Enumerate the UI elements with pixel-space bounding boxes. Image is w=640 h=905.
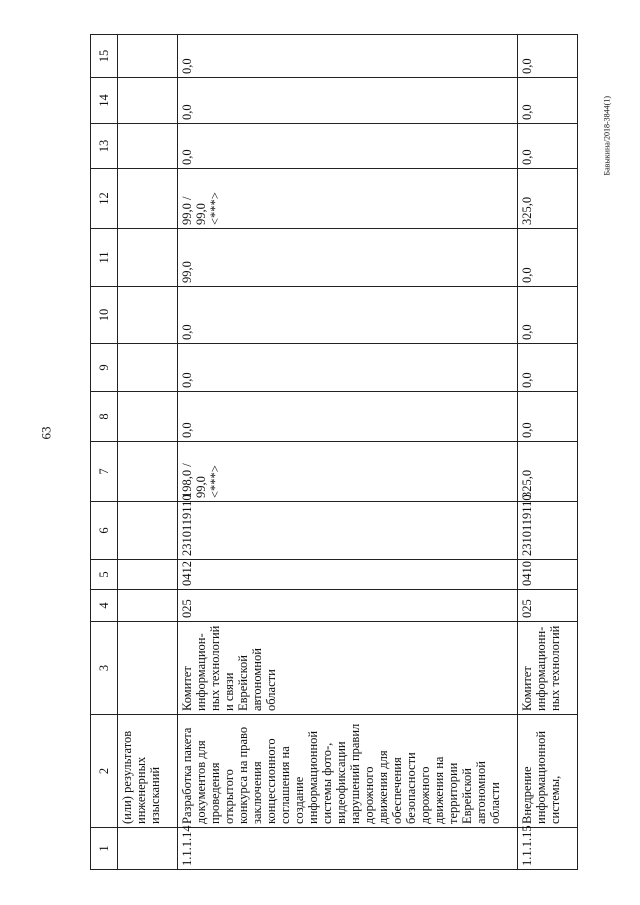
cell-rzpr: 0410 xyxy=(518,560,578,590)
col-header-13: 13 xyxy=(91,124,118,169)
col-header-2: 2 xyxy=(91,715,118,828)
cell-y15: 0,0 xyxy=(178,35,518,78)
cell-y12: 99,0 / 99,0 <***> xyxy=(178,169,518,229)
cell-y11: 0,0 xyxy=(518,229,578,287)
cell-event-name: (или) результатов инженерных изысканий xyxy=(118,715,178,828)
col-header-11: 11 xyxy=(91,229,118,287)
cell-y14: 0,0 xyxy=(518,78,578,124)
cell-executor: Комитет информационн-ных технологий xyxy=(518,622,578,715)
cell-y15 xyxy=(118,35,178,78)
col-header-3: 3 xyxy=(91,622,118,715)
cell-csr xyxy=(118,502,178,560)
cell-total xyxy=(118,442,178,502)
cell-csr: 2310119110 xyxy=(178,502,518,560)
cell-y10: 0,0 xyxy=(178,287,518,344)
col-header-6: 6 xyxy=(91,502,118,560)
col-header-5: 5 xyxy=(91,560,118,590)
cell-y8: 0,0 xyxy=(178,392,518,442)
col-header-7: 7 xyxy=(91,442,118,502)
col-header-8: 8 xyxy=(91,392,118,442)
cell-number xyxy=(118,828,178,870)
cell-y10: 0,0 xyxy=(518,287,578,344)
cell-y9 xyxy=(118,344,178,392)
col-header-10: 10 xyxy=(91,287,118,344)
cell-y13: 0,0 xyxy=(178,124,518,169)
cell-number: 1.1.1.14 xyxy=(178,828,518,870)
cell-y14: 0,0 xyxy=(178,78,518,124)
cell-grbs: 025 xyxy=(178,590,518,622)
page-number: 63 xyxy=(38,426,54,440)
col-header-12: 12 xyxy=(91,169,118,229)
cell-total: 198,0 / 99,0 <***> xyxy=(178,442,518,502)
col-header-4: 4 xyxy=(91,590,118,622)
cell-y15: 0,0 xyxy=(518,35,578,78)
cell-executor xyxy=(118,622,178,715)
table-row xyxy=(518,35,578,870)
cell-total: 325,0 xyxy=(518,442,578,502)
cell-rzpr: 0412 xyxy=(178,560,518,590)
cell-y14 xyxy=(118,78,178,124)
footer-code: Бавыкина/2018-3844(1) xyxy=(602,95,612,176)
table-row xyxy=(178,35,518,870)
rotated-table-container xyxy=(90,35,590,870)
table-header-row xyxy=(91,35,118,870)
cell-event-name: Разработка пакета документов для проведения открытого конкурса на право заключения концессионного соглашения на создание информационной системы фото-, видеофиксации нарушений правил дорожного движения для обеспечения безопасности дорожного движения на территории Еврейской автономной области xyxy=(178,715,518,828)
cell-executor: Комитет информацион-ных технологий и связи Еврейской автономной области xyxy=(178,622,518,715)
cell-grbs: 025 xyxy=(518,590,578,622)
cell-y8 xyxy=(118,392,178,442)
cell-y10 xyxy=(118,287,178,344)
cell-y11 xyxy=(118,229,178,287)
cell-y13: 0,0 xyxy=(518,124,578,169)
cell-y12: 325,0 xyxy=(518,169,578,229)
cell-y8: 0,0 xyxy=(518,392,578,442)
col-header-15: 15 xyxy=(91,35,118,78)
cell-grbs xyxy=(118,590,178,622)
cell-rzpr xyxy=(118,560,178,590)
cell-y12 xyxy=(118,169,178,229)
col-header-14: 14 xyxy=(91,78,118,124)
cell-y9: 0,0 xyxy=(518,344,578,392)
table-row xyxy=(118,35,178,870)
col-header-1: 1 xyxy=(91,828,118,870)
cell-y13 xyxy=(118,124,178,169)
cell-event-name: Внедрение информационной системы, xyxy=(518,715,578,828)
cell-number: 1.1.1.15 xyxy=(518,828,578,870)
budget-table xyxy=(90,34,578,870)
cell-csr: 2310119110 xyxy=(518,502,578,560)
col-header-9: 9 xyxy=(91,344,118,392)
cell-y9: 0,0 xyxy=(178,344,518,392)
cell-y11: 99,0 xyxy=(178,229,518,287)
